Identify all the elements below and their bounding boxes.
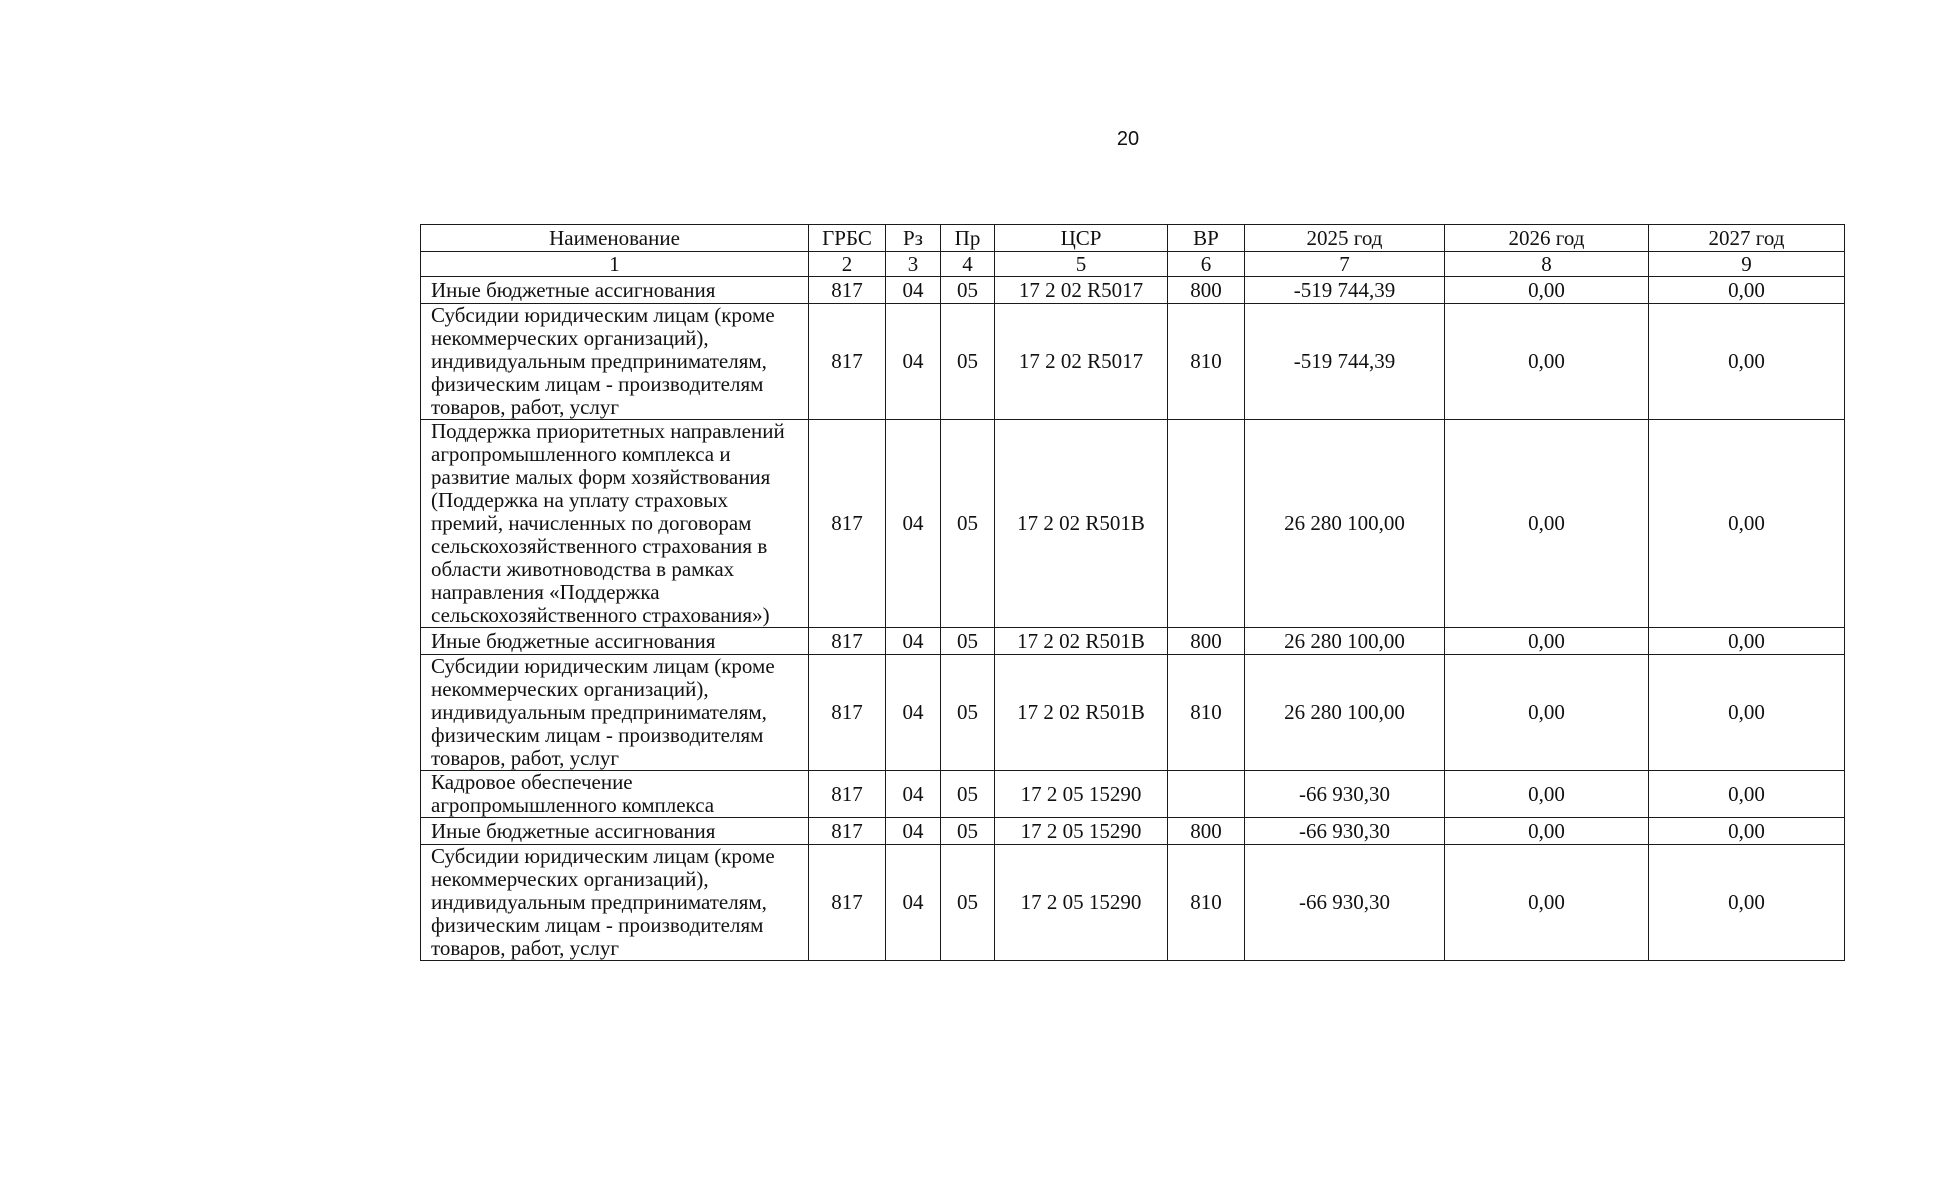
cell-rz: 04	[886, 628, 941, 655]
cell-csr: 17 2 02 R5017	[995, 304, 1168, 420]
cell-pr: 05	[941, 420, 995, 628]
header-pr: Пр	[941, 225, 995, 252]
cell-2027: 0,00	[1649, 304, 1845, 420]
cell-rz: 04	[886, 420, 941, 628]
cell-2025: 26 280 100,00	[1245, 655, 1445, 771]
header-csr: ЦСР	[995, 225, 1168, 252]
cell-2025: -519 744,39	[1245, 277, 1445, 304]
page-number: 20	[1116, 128, 1140, 150]
cell-pr: 05	[941, 304, 995, 420]
table-row	[421, 277, 1845, 304]
header-vr: ВР	[1168, 225, 1245, 252]
cell-2026: 0,00	[1445, 420, 1649, 628]
cell-csr: 17 2 02 R501B	[995, 420, 1168, 628]
cell-vr: 810	[1168, 655, 1245, 771]
table-row	[421, 628, 1845, 655]
cell-2027: 0,00	[1649, 420, 1845, 628]
cell-2025: -66 930,30	[1245, 845, 1445, 961]
cell-2026: 0,00	[1445, 845, 1649, 961]
cell-csr: 17 2 05 15290	[995, 818, 1168, 845]
cell-csr: 17 2 02 R5017	[995, 277, 1168, 304]
column-number: 7	[1245, 252, 1445, 277]
header-2027: 2027 год	[1649, 225, 1845, 252]
cell-rz: 04	[886, 277, 941, 304]
header-2026: 2026 год	[1445, 225, 1649, 252]
cell-grbs: 817	[809, 420, 886, 628]
column-number: 3	[886, 252, 941, 277]
cell-name: Субсидии юридическим лицам (кроме некоммерческих организаций), индивидуальным предпринимателям, физическим лицам - производителям товаров, работ, услуг	[421, 304, 809, 420]
cell-grbs: 817	[809, 771, 886, 818]
cell-grbs: 817	[809, 655, 886, 771]
cell-grbs: 817	[809, 818, 886, 845]
cell-csr: 17 2 02 R501B	[995, 655, 1168, 771]
cell-pr: 05	[941, 655, 995, 771]
column-number: 5	[995, 252, 1168, 277]
cell-csr: 17 2 05 15290	[995, 771, 1168, 818]
cell-name: Иные бюджетные ассигнования	[421, 818, 809, 845]
cell-name: Субсидии юридическим лицам (кроме некоммерческих организаций), индивидуальным предпринимателям, физическим лицам - производителям товаров, работ, услуг	[421, 845, 809, 961]
cell-2027: 0,00	[1649, 655, 1845, 771]
cell-vr: 810	[1168, 845, 1245, 961]
cell-rz: 04	[886, 818, 941, 845]
cell-2026: 0,00	[1445, 628, 1649, 655]
table-row	[421, 845, 1845, 961]
cell-vr: 800	[1168, 818, 1245, 845]
cell-pr: 05	[941, 628, 995, 655]
header-rz: Рз	[886, 225, 941, 252]
column-number: 9	[1649, 252, 1845, 277]
cell-vr	[1168, 771, 1245, 818]
cell-pr: 05	[941, 771, 995, 818]
cell-2025: 26 280 100,00	[1245, 420, 1445, 628]
table-body	[421, 277, 1845, 961]
cell-name: Иные бюджетные ассигнования	[421, 277, 809, 304]
cell-2027: 0,00	[1649, 277, 1845, 304]
cell-grbs: 817	[809, 845, 886, 961]
column-number: 1	[421, 252, 809, 277]
table-row	[421, 818, 1845, 845]
cell-vr	[1168, 420, 1245, 628]
cell-grbs: 817	[809, 277, 886, 304]
cell-name: Субсидии юридическим лицам (кроме некоммерческих организаций), индивидуальным предпринимателям, физическим лицам - производителям товаров, работ, услуг	[421, 655, 809, 771]
cell-rz: 04	[886, 304, 941, 420]
cell-name: Иные бюджетные ассигнования	[421, 628, 809, 655]
cell-pr: 05	[941, 818, 995, 845]
cell-vr: 800	[1168, 628, 1245, 655]
table-row	[421, 304, 1845, 420]
cell-2027: 0,00	[1649, 771, 1845, 818]
budget-table	[420, 224, 1845, 961]
column-number: 4	[941, 252, 995, 277]
cell-name: Кадровое обеспечение агропромышленного комплекса	[421, 771, 809, 818]
header-row	[421, 225, 1845, 252]
cell-2027: 0,00	[1649, 818, 1845, 845]
column-number: 2	[809, 252, 886, 277]
cell-2026: 0,00	[1445, 818, 1649, 845]
table-header	[421, 225, 1845, 277]
cell-pr: 05	[941, 845, 995, 961]
table-row	[421, 420, 1845, 628]
column-number: 6	[1168, 252, 1245, 277]
cell-vr: 800	[1168, 277, 1245, 304]
cell-2026: 0,00	[1445, 655, 1649, 771]
header-2025: 2025 год	[1245, 225, 1445, 252]
cell-grbs: 817	[809, 628, 886, 655]
column-number-row	[421, 252, 1845, 277]
cell-2025: 26 280 100,00	[1245, 628, 1445, 655]
cell-2027: 0,00	[1649, 845, 1845, 961]
table-row	[421, 771, 1845, 818]
cell-name: Поддержка приоритетных направлений агропромышленного комплекса и развитие малых форм хозяйствования (Поддержка на уплату страховых премий, начисленных по договорам сельскохозяйственного страхования в области животноводства в рамках направления «Поддержка сельскохозяйственного страхования»)	[421, 420, 809, 628]
cell-csr: 17 2 02 R501B	[995, 628, 1168, 655]
cell-2025: -66 930,30	[1245, 818, 1445, 845]
cell-rz: 04	[886, 771, 941, 818]
column-number: 8	[1445, 252, 1649, 277]
cell-2027: 0,00	[1649, 628, 1845, 655]
cell-2026: 0,00	[1445, 304, 1649, 420]
header-grbs: ГРБС	[809, 225, 886, 252]
cell-2025: -66 930,30	[1245, 771, 1445, 818]
cell-vr: 810	[1168, 304, 1245, 420]
cell-2026: 0,00	[1445, 277, 1649, 304]
cell-2025: -519 744,39	[1245, 304, 1445, 420]
cell-rz: 04	[886, 845, 941, 961]
table-row	[421, 655, 1845, 771]
cell-2026: 0,00	[1445, 771, 1649, 818]
cell-rz: 04	[886, 655, 941, 771]
cell-csr: 17 2 05 15290	[995, 845, 1168, 961]
cell-grbs: 817	[809, 304, 886, 420]
cell-pr: 05	[941, 277, 995, 304]
header-name: Наименование	[421, 225, 809, 252]
